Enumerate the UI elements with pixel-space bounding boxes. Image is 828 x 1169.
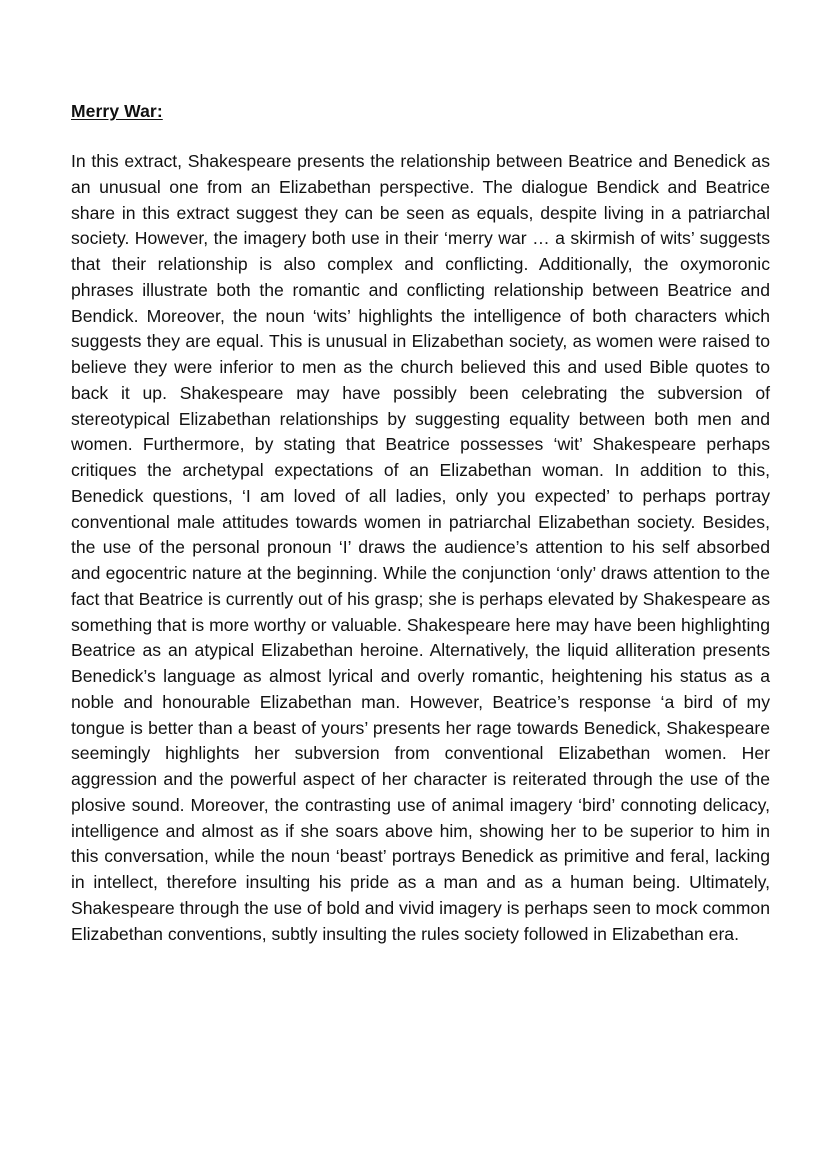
section-heading: Merry War: [71, 101, 163, 121]
document-page [71, 99, 770, 947]
essay-paragraph: In this extract, Shakespeare presents the relationship between Beatrice and Benedick as an unusual one from an Elizabethan perspective. The dialogue Bendick and Beatrice share in this extract suggest they can be seen as equals, despite living in a patriarchal society. However, the imagery both use in their ‘merry war … a skirmish of wits’ suggests that their relationship is also complex and conflicting. Additionally, the oxymoronic phrases illustrate both the romantic and conflicting relationship between Beatrice and Bendick. Moreover, the noun ‘wits’ highlights the intelligence of both characters which suggests they are equal. This is unusual in Elizabethan society, as women were raised to believe they were inferior to men as the church believed this and used Bible quotes to back it up. Shakespeare may have possibly been celebrating the subversion of stereotypical Elizabethan relationships by suggesting equality between both men and women. Furthermore, by stating that Beatrice possesses ‘wit’ Shakespeare perhaps critiques the archetypal expectations of an Elizabethan woman. In addition to this, Benedick questions, ‘I am loved of all ladies, only you expected’ to perhaps portray conventional male attitudes towards women in patriarchal Elizabethan society. Besides, the use of the personal pronoun ‘I’ draws the audience’s attention to his self absorbed and egocentric nature at the beginning. While the conjunction ‘only’ draws attention to the fact that Beatrice is currently out of his grasp; she is perhaps elevated by Shakespeare as something that is more worthy or valuable. Shakespeare here may have been highlighting Beatrice as an atypical Elizabethan heroine. Alternatively, the liquid alliteration presents Benedick’s language as almost lyrical and overly romantic, heightening his status as a noble and honourable Elizabethan man. However, Beatrice’s response ‘a bird of my tongue is better than a beast of yours’ presents her rage towards Benedick, Shakespeare seemingly highlights her subversion from conventional Elizabethan women. Her aggression and the powerful aspect of her character is reiterated through the use of the plosive sound. Moreover, the contrasting use of animal imagery ‘bird’ connoting delicacy, intelligence and almost as if she soars above him, showing her to be superior to him in this conversation, while the noun ‘beast’ portrays Benedick as primitive and feral, lacking in intellect, therefore insulting his pride as a man and as a human being. Ultimately, Shakespeare through the use of bold and vivid imagery is perhaps seen to mock common Elizabethan conventions, subtly insulting the rules society followed in Elizabethan era. [71, 151, 770, 944]
